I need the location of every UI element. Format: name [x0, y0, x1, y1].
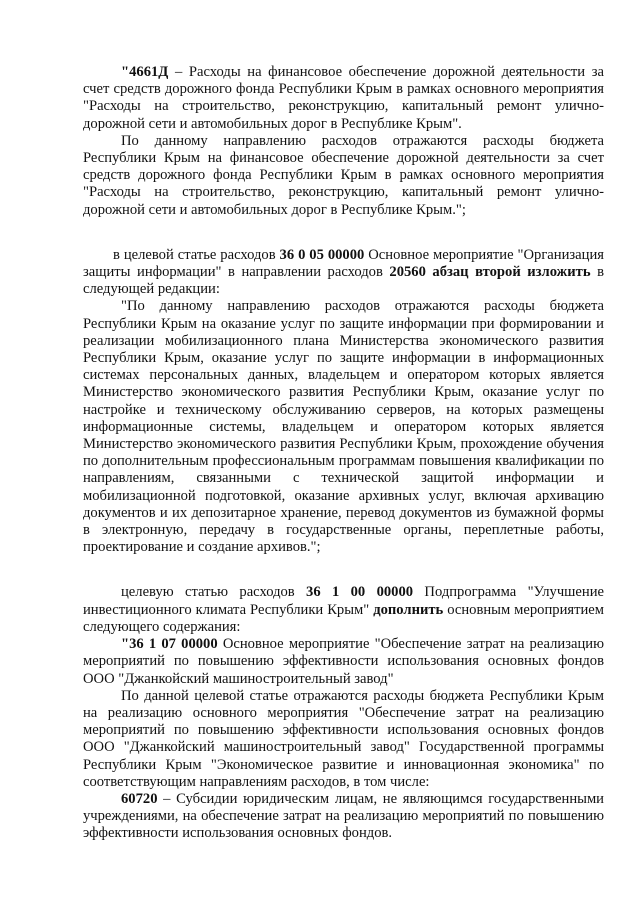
action-word: дополнить	[373, 601, 444, 618]
paragraph-amendment-360050: в целевой статье расходов 36 0 05 00000 Основное мероприятие "Организация защиты информации" в направлении расходов 20560 абзац второй изложить в следующей редакции:	[83, 246, 604, 298]
paragraph-text: – Расходы на финансовое обеспечение дорожной деятельности за счет средств дорожного фонда Республики Крым в рамках основного мероприятия "Расходы на строительство, реконструкцию, капитальный ремонт улично-дорожной сети и автомобильных дорог в Республике Крым".	[83, 64, 604, 132]
code-4661d: "4661Д	[121, 64, 169, 80]
code-361070: "36 1 07 00000	[121, 636, 218, 653]
paragraph-4661d	[83, 64, 604, 133]
code-360050: 36 0 05 00000	[279, 246, 365, 263]
code-20560: 20560 абзац второй изложить	[389, 264, 591, 281]
paragraph-description: По данному направлению расходов отражаются расходы бюджета Республики Крым на финансовое обеспечение дорожной деятельности за счет средств дорожного фонда Республики Крым в рамках основного мероприятия "Расходы на строительство, реконструкцию, капитальный ремонт улично-дорожной сети и автомобильных дорог в Республике Крым.";	[83, 132, 604, 218]
paragraph-60720: 60720 – Субсидии юридическим лицам, не являющимся государственными учреждениями, на обеспечение затрат на реализацию мероприятий по повышению эффективности использования основных фондов.	[83, 790, 604, 842]
paragraph-361070: "36 1 07 00000 Основное мероприятие "Обеспечение затрат на реализацию мероприятий по повышению эффективности использования основных фондов ООО "Джанкойский машиностроительный завод"	[83, 636, 604, 687]
paragraph-target-description: По данной целевой статье отражаются расходы бюджета Республики Крым на реализацию основного мероприятия "Обеспечение затрат на реализацию мероприятий по повышению эффективности использования основных фондов ООО "Джанкойский машиностроительный завод" Государственной программы Республики Крым "Экономическое развитие и инновационная экономика" по соответствующим направлениям расходов, в том числе:	[83, 687, 604, 790]
paragraph-new-edition: "По данному направлению расходов отражаются расходы бюджета Республики Крым на оказание услуг по защите информации при формировании и реализации мобилизационного плана Министерства экономического развития Республики Крым, оказание услуг по защите информации в информационных системах персональных данных, владельцем и оператором которых является Министерство экономического развития Республики Крым, оказание услуг по настройке и техническому обслуживанию серверов, на которых размещены информационные системы, владельцем и оператором которых является Министерство экономического развития Республики Крым, прохождение обучения по дополнительным профессиональным программам повышения квалификации по направлениям, связанными с технической защитой информации и мобилизационной подготовкой, оказание архивных услуг, включая архивацию документов и их депозитарное хранение, перевод документов из бумажной формы в электронную, передачу в государственные органы, переплетные работы, проектирование и создание архивов.";	[83, 298, 604, 556]
paragraph-amendment-361000: целевую статью расходов 36 1 00 00000 Подпрограмма "Улучшение инвестиционного климата Республики Крым" дополнить основным мероприятием следующего содержания:	[83, 584, 605, 635]
code-361000: 36 1 00 00000	[306, 584, 414, 601]
code-60720: 60720	[121, 790, 158, 807]
document-page	[83, 64, 604, 843]
